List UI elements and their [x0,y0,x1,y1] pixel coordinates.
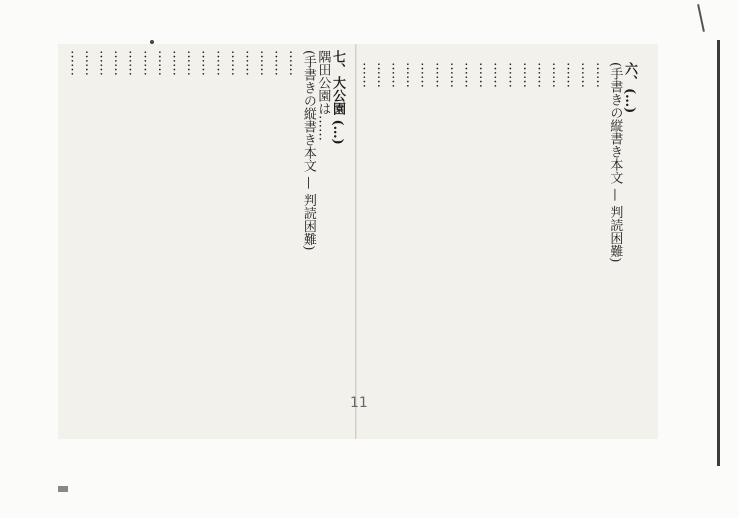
text-column: …… [446,62,462,88]
text-column: …… [213,50,229,76]
text-column: …… [154,50,170,76]
text-column: …… [461,62,477,88]
left-page-heading: 七、大公園 (…) [330,50,345,145]
text-column: …… [403,62,419,88]
text-column: …… [476,62,492,88]
text-column: …… [257,50,273,76]
text-column: …… [125,50,141,76]
left-page-text [67,50,345,435]
text-column: …… [578,62,594,88]
text-column: …… [519,62,535,88]
text-column: …… [388,62,404,88]
text-column: …… [417,62,433,88]
text-column: (手書きの縦書き本文 — 判読困難) [300,50,316,251]
text-column: …… [432,62,448,88]
text-column: …… [505,62,521,88]
text-column: …… [549,62,565,88]
right-page-heading: 六、(…) [622,62,637,114]
text-column: (手書きの縦書き本文 — 判読困難) [607,62,623,263]
text-column: …… [96,50,112,76]
scan-artifact-mark [58,486,68,492]
text-column: …… [373,62,389,88]
text-column: …… [242,50,258,76]
text-column: …… [198,50,214,76]
text-column: …… [184,50,200,76]
text-column: …… [81,50,97,76]
text-column: …… [227,50,243,76]
text-column: …… [592,62,608,88]
page-number: 11 [350,395,368,411]
text-column: …… [67,50,83,76]
page-edge-line [717,40,720,466]
text-column: …… [490,62,506,88]
text-column: …… [111,50,127,76]
text-column: …… [563,62,579,88]
right-page-text [359,62,637,362]
scan-artifact-mark [697,4,705,32]
book-spine [355,44,357,439]
text-column: 隅田公園は…… [315,50,331,141]
page-margin [658,38,720,468]
text-column: …… [140,50,156,76]
text-column: …… [359,62,375,88]
text-column: …… [271,50,287,76]
text-column: …… [286,50,302,76]
text-column: …… [169,50,185,76]
text-column: …… [534,62,550,88]
